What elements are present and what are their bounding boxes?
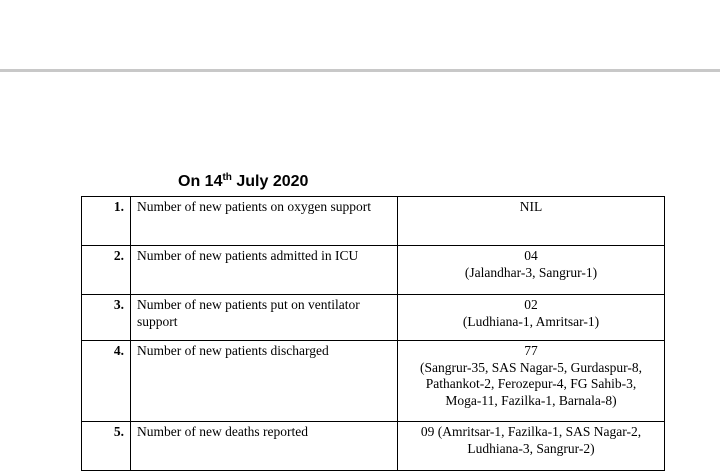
- row-number: 1.: [82, 197, 131, 246]
- value-line: NIL: [519, 199, 543, 214]
- label-line: support: [137, 313, 178, 329]
- row-label: Number of new patients admitted in ICU: [131, 246, 398, 295]
- value-line: (Sangrur-35, SAS Nagar-5, Gurdaspur-8,: [420, 359, 642, 375]
- table-row: [82, 341, 665, 422]
- row-value: [398, 197, 665, 246]
- label-line: Number of new patients put on ventilator: [137, 297, 360, 312]
- table-row: [82, 197, 665, 246]
- table-row: [82, 295, 665, 341]
- value-line: 04: [524, 248, 538, 263]
- row-number: 4.: [82, 341, 131, 422]
- value-line: Ludhiana-3, Sangrur-2): [467, 440, 595, 456]
- table-row: [82, 422, 665, 471]
- value-line: Moga-11, Fazilka-1, Barnala-8): [445, 392, 617, 408]
- row-value: [398, 341, 665, 422]
- row-number: 3.: [82, 295, 131, 341]
- heading-month-year: July 2020: [231, 173, 309, 190]
- row-value: [398, 295, 665, 341]
- row-number: 5.: [82, 422, 131, 471]
- value-line: (Ludhiana-1, Amritsar-1): [462, 313, 600, 329]
- row-label: Number of new patients discharged: [131, 341, 398, 422]
- value-line: Pathankot-2, Ferozepur-4, FG Sahib-3,: [425, 376, 637, 391]
- table-row: [82, 246, 665, 295]
- top-divider: [0, 69, 720, 72]
- value-line: 09 (Amritsar-1, Fazilka-1, SAS Nagar-2,: [420, 424, 642, 439]
- row-number: 2.: [82, 246, 131, 295]
- row-value: [398, 422, 665, 471]
- row-value: [398, 246, 665, 295]
- row-label: Number of new patients on oxygen support: [131, 197, 398, 246]
- heading-ordinal-suffix: th: [222, 172, 232, 183]
- value-line: 77: [524, 343, 538, 358]
- row-label: [131, 295, 398, 341]
- value-line: 02: [524, 297, 538, 312]
- report-date-heading: [178, 172, 308, 192]
- heading-prefix: On 14: [178, 173, 223, 190]
- value-line: (Jalandhar-3, Sangrur-1): [464, 264, 598, 280]
- covid-report-table: [81, 196, 665, 471]
- row-label: Number of new deaths reported: [131, 422, 398, 471]
